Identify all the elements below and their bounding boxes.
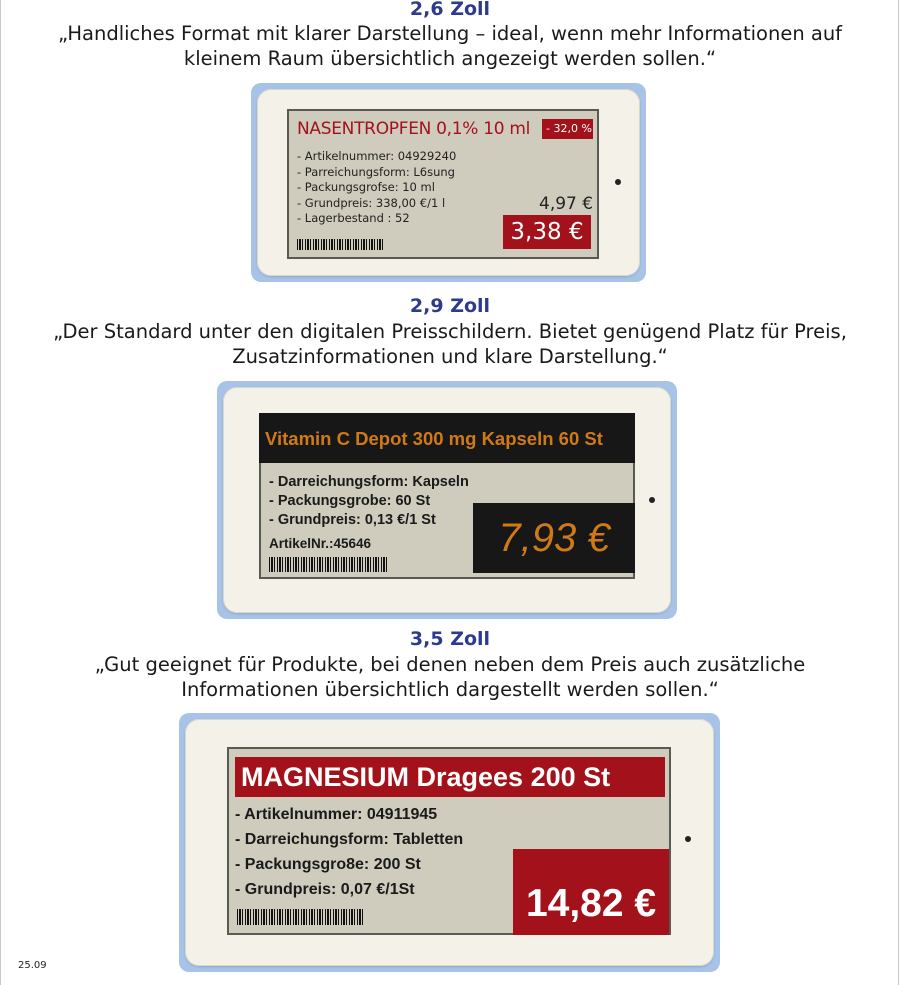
image-frame-2-9	[217, 381, 677, 619]
quote-2-9	[0, 319, 900, 369]
price: 14,82 €	[513, 849, 669, 935]
esl-screen-2-6	[287, 109, 599, 259]
quote-3-5	[0, 652, 900, 702]
footer-version: 25.09	[18, 960, 47, 971]
esl-screen-2-9	[259, 413, 635, 579]
led-dot	[615, 179, 621, 185]
quote-line: „Handliches Format mit klarer Darstellung – ideal, wenn mehr Informationen auf	[57, 22, 843, 45]
quote-line: Zusatzinformationen und klare Darstellung.“	[232, 345, 668, 368]
esl-device-2-6	[257, 89, 640, 276]
led-dot	[685, 836, 691, 842]
image-frame-2-6	[251, 83, 646, 282]
led-dot	[649, 497, 655, 503]
size-title-2-9: 2,9 Zoll	[409, 295, 491, 317]
detail-line: - Grundpreis: 338,00 €/1 l	[297, 195, 446, 210]
size-title-3-5: 3,5 Zoll	[409, 628, 491, 650]
detail-line: - Lagerbestand : 52	[297, 211, 410, 225]
detail-line: - Grundpreis: 0,07 €/1St	[235, 881, 415, 898]
right-border	[898, 0, 899, 985]
barcode	[297, 239, 385, 250]
product-details	[235, 802, 463, 902]
quote-line: „Gut geeignet für Produkte, bei denen neben dem Preis auch zusätzliche	[94, 653, 806, 676]
price: 7,93 €	[473, 503, 635, 573]
article-number: ArtikelNr.:45646	[269, 536, 372, 551]
detail-line: - Packungsgrobe: 60 St	[269, 493, 431, 509]
detail-line: - Grundpreis: 0,13 €/1 St	[269, 512, 436, 528]
esl-screen-3-5	[227, 747, 671, 935]
image-frame-3-5	[179, 713, 720, 972]
product-name: Vitamin C Depot 300 mg Kapseln 60 St	[265, 428, 603, 449]
barcode	[269, 557, 389, 572]
product-details	[269, 473, 469, 530]
quote-line: „Der Standard unter den digitalen Preisschildern. Bietet genügend Platz für Preis,	[53, 320, 847, 343]
detail-line: - Parreichungsform: L6sung	[297, 164, 455, 179]
quote-2-6	[0, 21, 900, 71]
product-name: NASENTROPFEN 0,1% 10 ml	[297, 119, 531, 139]
old-price: 4,97 €	[539, 194, 594, 214]
discount-badge: - 32,0 %	[542, 119, 593, 139]
quote-line: kleinem Raum übersichtlich angezeigt werden sollen.“	[183, 47, 717, 70]
detail-line: - Darreichungsform: Kapseln	[269, 474, 469, 490]
barcode	[237, 909, 365, 925]
product-details	[297, 149, 456, 227]
esl-device-3-5	[185, 719, 714, 966]
detail-line: - Darreichungsform: Tabletten	[235, 831, 464, 848]
esl-device-2-9	[223, 387, 671, 613]
left-border	[0, 0, 1, 985]
sale-price: 3,38 €	[503, 215, 591, 249]
detail-line: - Packungsgrofse: 10 ml	[297, 180, 435, 194]
size-title-2-6: 2,6 Zoll	[409, 0, 491, 20]
detail-line: - Packungsgro8e: 200 St	[235, 856, 421, 873]
product-name: MAGNESIUM Dragees 200 St	[241, 762, 611, 792]
quote-line: Informationen übersichtlich dargestellt werden sollen.“	[181, 678, 719, 701]
detail-line: - Artikelnummer: 04929240	[297, 149, 457, 163]
detail-line: - Artikelnummer: 04911945	[235, 806, 438, 823]
